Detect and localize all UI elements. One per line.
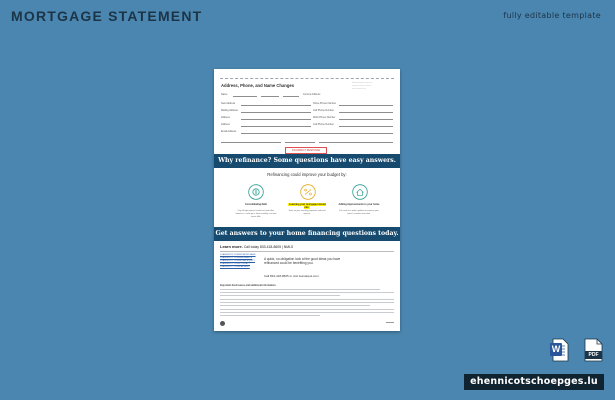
equal-housing-logo: [220, 321, 225, 326]
fine-print-line: [220, 299, 394, 300]
divider: [220, 251, 394, 252]
link-refinance[interactable]: LOANDEPOT.COM/REFINANCE: [220, 257, 253, 260]
budget-heading: Refinancing could improve your budget by:: [267, 172, 347, 177]
learn-more-bold: Learn more.: [220, 244, 243, 249]
form-row-mailing-address[interactable]: [221, 109, 393, 113]
word-letter: W: [551, 344, 561, 354]
benefit-highlight: Lowering your mortgage interest rate: [288, 203, 327, 209]
call-to-action-text: Call 833-418-8605 or visit loandepot.com: [264, 274, 319, 278]
pdf-file-icon[interactable]: [583, 338, 604, 362]
form-row-label: Email Address: [221, 130, 237, 133]
tear-line: [220, 78, 394, 79]
page-title: MORTGAGE STATEMENT: [11, 8, 203, 24]
link-contact[interactable]: LOANDEPOT.COM/CONTACT: [220, 263, 250, 266]
form-row-address[interactable]: [221, 116, 393, 120]
disclosures-heading: Important disclosures and additional information: [220, 284, 276, 287]
form-row-label-2: Work Phone Number: [313, 116, 336, 119]
fine-print-line: [220, 289, 380, 290]
link-mymortgage[interactable]: LOANDEPOT.COM/MYMORTGAGE: [220, 254, 256, 256]
fine-print-line: [220, 295, 340, 296]
quick-look-text: A quick, no-obligation look at the good ideas you have refinanced could be benefiting you.: [264, 257, 341, 266]
form-note: □ ─────── ─── ─ ──── ─── ─ ─── ─── ─── ──: [352, 82, 373, 90]
fine-print-line: [220, 315, 320, 316]
fine-print-line: [220, 302, 394, 303]
benefit-description: Pay off high-interest credit card and other balances - could get a lower monthly cost and easier bills.: [235, 210, 277, 218]
learn-more-text: Call today 833-418-8605 | NMLS: [242, 245, 294, 249]
fine-print-line: [220, 305, 370, 306]
form-row-email[interactable]: [221, 130, 393, 134]
footer-code: ▬▬▬▬: [386, 322, 394, 324]
debt-consolidation-icon: [248, 184, 264, 200]
form-row-address-2[interactable]: [221, 123, 393, 127]
form-row-signature[interactable]: [221, 139, 393, 143]
benefit-title: Consolidating Debt: [245, 203, 267, 206]
benefit-description: Put cash in to make updates to improve your home's comfort and value.: [339, 210, 379, 215]
word-file-icon[interactable]: [548, 338, 569, 362]
form-row-label: Address: [221, 123, 230, 126]
form-row-label: Mailing Address: [221, 109, 238, 112]
form-row-name[interactable]: [221, 93, 393, 97]
pdf-label: PDF: [588, 352, 599, 358]
link-list: [220, 254, 260, 269]
form-row-label-2: Current Address: [303, 93, 321, 96]
incorrect-response-button[interactable]: INCORRECT RESPONSE: [285, 147, 327, 154]
form-row-label: Address: [221, 116, 230, 119]
link-payment[interactable]: LOANDEPOT.COM/PAYMENT: [220, 266, 250, 269]
link-home-equity[interactable]: LOANDEPOT.COM/HOME-EQUITY: [220, 260, 256, 263]
statement-document: [214, 69, 400, 331]
form-row-label: New Address: [221, 102, 236, 105]
financing-banner: Get answers to your home financing questions today.: [214, 227, 400, 241]
refinance-banner: Why refinance? Some questions have easy answers.: [214, 154, 400, 168]
form-title: Address, Phone, and Name Changes: [221, 83, 295, 88]
interest-rate-icon: [300, 184, 316, 200]
benefit-title: [285, 203, 329, 209]
form-row-label: Name: [221, 93, 228, 96]
fine-print-line: [220, 309, 394, 310]
watermark-domain: ehennicotschoepges.lu: [464, 374, 604, 390]
benefit-description: Save on your monthly payments and total interest.: [288, 210, 326, 215]
fine-print-line: [220, 312, 394, 313]
form-row-new-address[interactable]: [221, 102, 393, 106]
page-subtitle: fully editable template: [503, 11, 601, 20]
learn-more-line: [220, 244, 293, 249]
form-row-label-2: Cell Phone Number: [313, 123, 334, 126]
benefit-title: Adding improvements to your home: [338, 203, 380, 206]
home-improvement-icon: [352, 184, 368, 200]
fine-print-line: [220, 292, 394, 293]
form-row-label-2: Cell Phone Number: [313, 109, 334, 112]
form-row-label-2: Home Phone Number: [313, 102, 337, 105]
